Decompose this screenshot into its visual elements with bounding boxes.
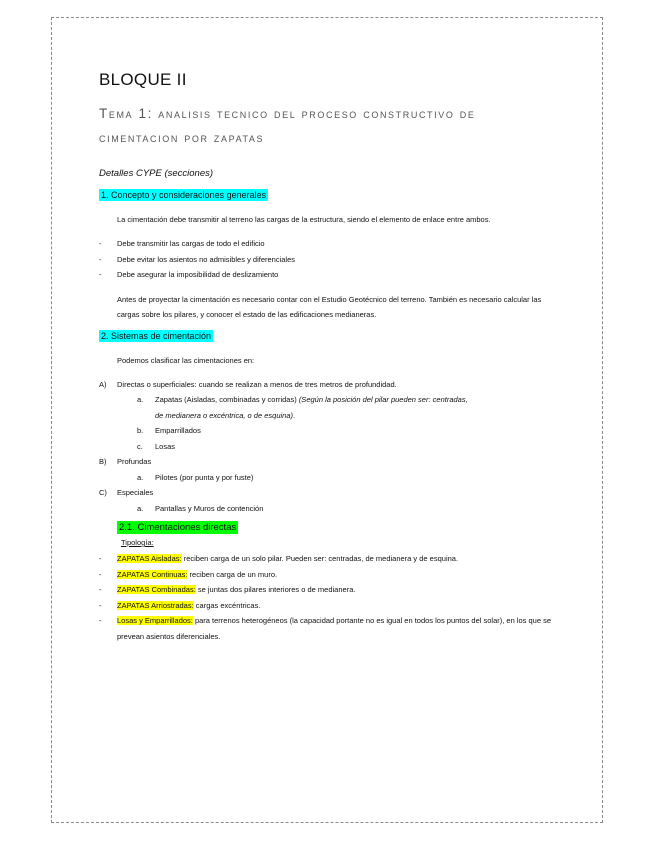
list-item-a-a [99,392,559,408]
term-highlight: Losas y Emparrillados: [117,616,193,625]
list-item-c-a [99,501,559,517]
list-marker: a. [137,395,144,404]
list-text: Pantallas y Muros de contención [155,503,264,513]
list-item-c [99,485,559,501]
section-2-heading-text: 2. Sistemas de cimentación [101,330,212,341]
list-text-italic: de medianera o excéntrica, o de esquina) [155,410,294,420]
list-marker: A) [99,379,107,389]
list-item-a-c [99,439,559,455]
term-description: reciben carga de un solo pilar. Pueden ser: centradas, de medianera y de esquina. [181,554,459,563]
list-text: Profundas [117,457,152,466]
list-item: - Debe asegurar la imposibilidad de deslizamiento [99,267,559,283]
list-text: Losas [155,441,176,451]
section-1-outro: Antes de proyectar la cimentación es necesario contar con el Estudio Geotécnico del terreno. También es necesario calcular las cargas sobre los pilares, y conocer el estado de las edificaciones medianeras. [117,294,542,319]
list-item [99,582,559,598]
list-text: Especiales [117,488,154,497]
term-description: se juntas dos pilares interiores o de medianera. [195,585,356,594]
list-text: Zapatas (Aisladas, combinadas y corridas) [155,395,299,404]
list-item-a [99,377,559,393]
bloque-title: BLOQUE II [99,70,187,89]
list-item-a-a-continuation [99,408,559,424]
section-2-1-heading [117,522,559,533]
tipologia-list [99,551,559,644]
term-description: para terrenos heterogéneos (la capacidad portante no es igual en todos los puntos del solar), en los que se prevean asientos diferenciales. [117,616,552,641]
term-description: cargas excéntricas. [193,600,261,610]
list-text-italic: (Según la posición del pilar pueden ser: centradas, [298,395,468,404]
list-marker: a. [137,472,144,482]
list-item-b [99,454,559,470]
tema-title: Tema 1: analisis tecnico del proceso constructivo de cimentacion por zapatas [99,106,476,145]
list-item [99,598,559,614]
classification-list [99,377,559,517]
list-marker: B) [99,457,107,466]
section-1-heading-text: 1. Concepto y consideraciones generales [101,190,267,200]
section-2-heading [99,331,559,341]
term-highlight: ZAPATAS Combinadas: [117,585,196,594]
list-item-b-a [99,470,559,486]
list-item: - Debe evitar los asientos no admisibles y diferenciales [99,252,559,268]
term-highlight: ZAPATAS Aisladas: [117,554,182,563]
list-item [99,567,559,583]
list-marker: a. [137,503,144,513]
list-marker: c. [137,441,143,451]
term-highlight: ZAPATAS Arriostradas: [117,600,194,610]
section-1-bullets [99,236,559,283]
list-text: Emparrillados [155,426,201,435]
tipologia-label: Tipología: [121,538,154,547]
subtitle: Detalles CYPE (secciones) [99,168,214,179]
list-item-a-b [99,423,559,439]
section-1-heading [99,190,559,200]
term-highlight: ZAPATAS Continuas: [117,569,188,579]
list-text: . [293,410,296,420]
list-marker: C) [99,488,107,497]
document-page [51,17,603,823]
section-2-intro: Podemos clasificar las cimentaciones en: [117,355,255,365]
section-2-1-heading-text: 2.1. Cimentaciones directas [119,522,237,533]
list-item [99,613,559,644]
list-item: - Debe transmitir las cargas de todo el edificio [99,236,559,252]
list-text: Pilotes (por punta y por fuste) [155,472,254,482]
list-item [99,551,559,567]
page-content [99,70,559,653]
list-marker: b. [137,426,144,435]
list-text: Directas o superficiales: cuando se realizan a menos de tres metros de profundidad. [117,379,397,389]
term-description: reciben carga de un muro. [187,569,278,579]
section-1-intro: La cimentación debe transmitir al terreno las cargas de la estructura, siendo el elemento de enlace entre ambos. [117,215,491,224]
